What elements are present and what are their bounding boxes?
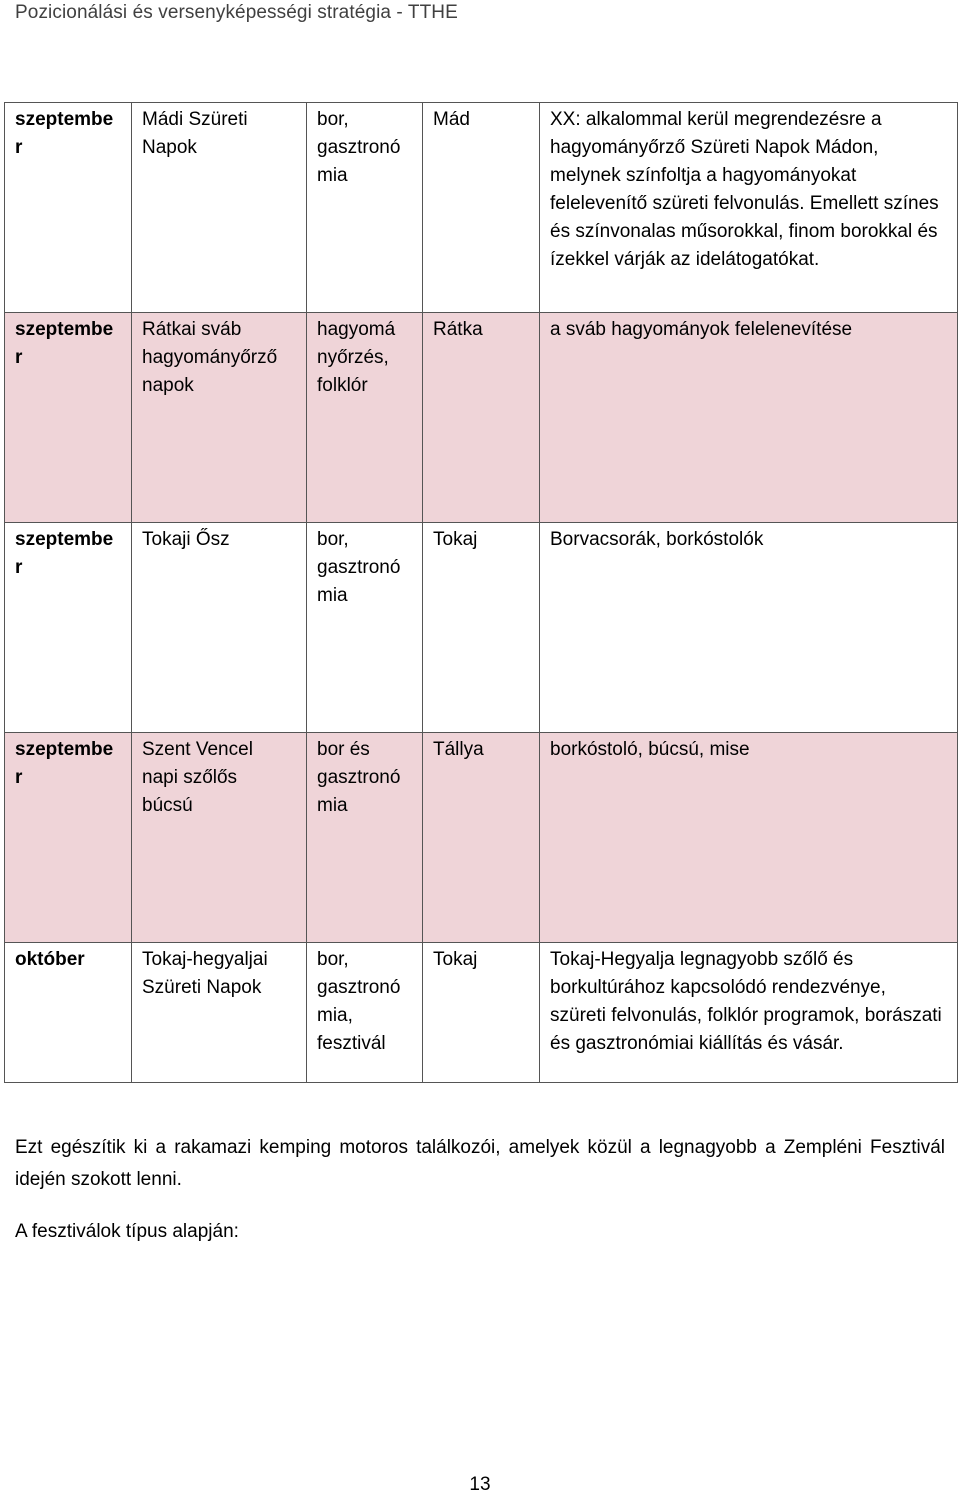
event-name-cell: Mádi Szüreti Napok [132,103,307,313]
event-type-cell: bor, gasztronó mia, fesztivál [307,943,423,1083]
event-name-cell: Szent Vencel napi szőlős búcsú [132,733,307,943]
event-name-cell: Tokaj-hegyaljai Szüreti Napok [132,943,307,1083]
month-cell: szeptembe r [5,523,132,733]
event-description-cell: a sváb hagyományok felelenevítése [540,313,958,523]
month-cell: szeptembe r [5,103,132,313]
table-row [5,523,958,733]
event-description-cell: XX: alkalommal kerül megrendezésre a hagyományőrző Szüreti Napok Mádon, melynek színfoltja a hagyományokat felelevenítő szüreti felvonulás. Emellett színes és színvonalas műsorokkal, finom borokkal és ízekkel várják az idelátogatókat. [540,103,958,313]
page-header-title: Pozicionálási és versenyképességi stratégia - TTHE [15,2,458,23]
body-paragraph: Ezt egészítik ki a rakamazi kemping motoros találkozói, amelyek közül a legnagyobb a Zempléni Fesztivál idején szokott lenni. [15,1137,945,1190]
body-paragraph: A fesztiválok típus alapján: [15,1221,239,1242]
event-description-cell: borkóstoló, búcsú, mise [540,733,958,943]
table-row [5,103,958,313]
event-name-cell: Tokaji Ősz [132,523,307,733]
event-name-cell: Rátkai sváb hagyományőrző napok [132,313,307,523]
event-description-cell: Borvacsorák, borkóstolók [540,523,958,733]
table-row [5,313,958,523]
event-place-cell: Tállya [423,733,540,943]
month-cell: október [5,943,132,1083]
page-number: 13 [469,1474,491,1495]
event-type-cell: hagyomá nyőrzés, folklór [307,313,423,523]
event-type-cell: bor, gasztronó mia [307,523,423,733]
table-row [5,943,958,1083]
event-type-cell: bor és gasztronó mia [307,733,423,943]
events-table [4,102,958,1083]
event-place-cell: Mád [423,103,540,313]
table-row [5,733,958,943]
event-place-cell: Tokaj [423,943,540,1083]
event-place-cell: Rátka [423,313,540,523]
month-cell: szeptembe r [5,733,132,943]
month-cell: szeptembe r [5,313,132,523]
event-place-cell: Tokaj [423,523,540,733]
event-type-cell: bor, gasztronó mia [307,103,423,313]
event-description-cell: Tokaj-Hegyalja legnagyobb szőlő és borkultúrához kapcsolódó rendezvénye, szüreti felvonulás, folklór programok, borászati és gasztronómiai kiállítás és vásár. [540,943,958,1083]
